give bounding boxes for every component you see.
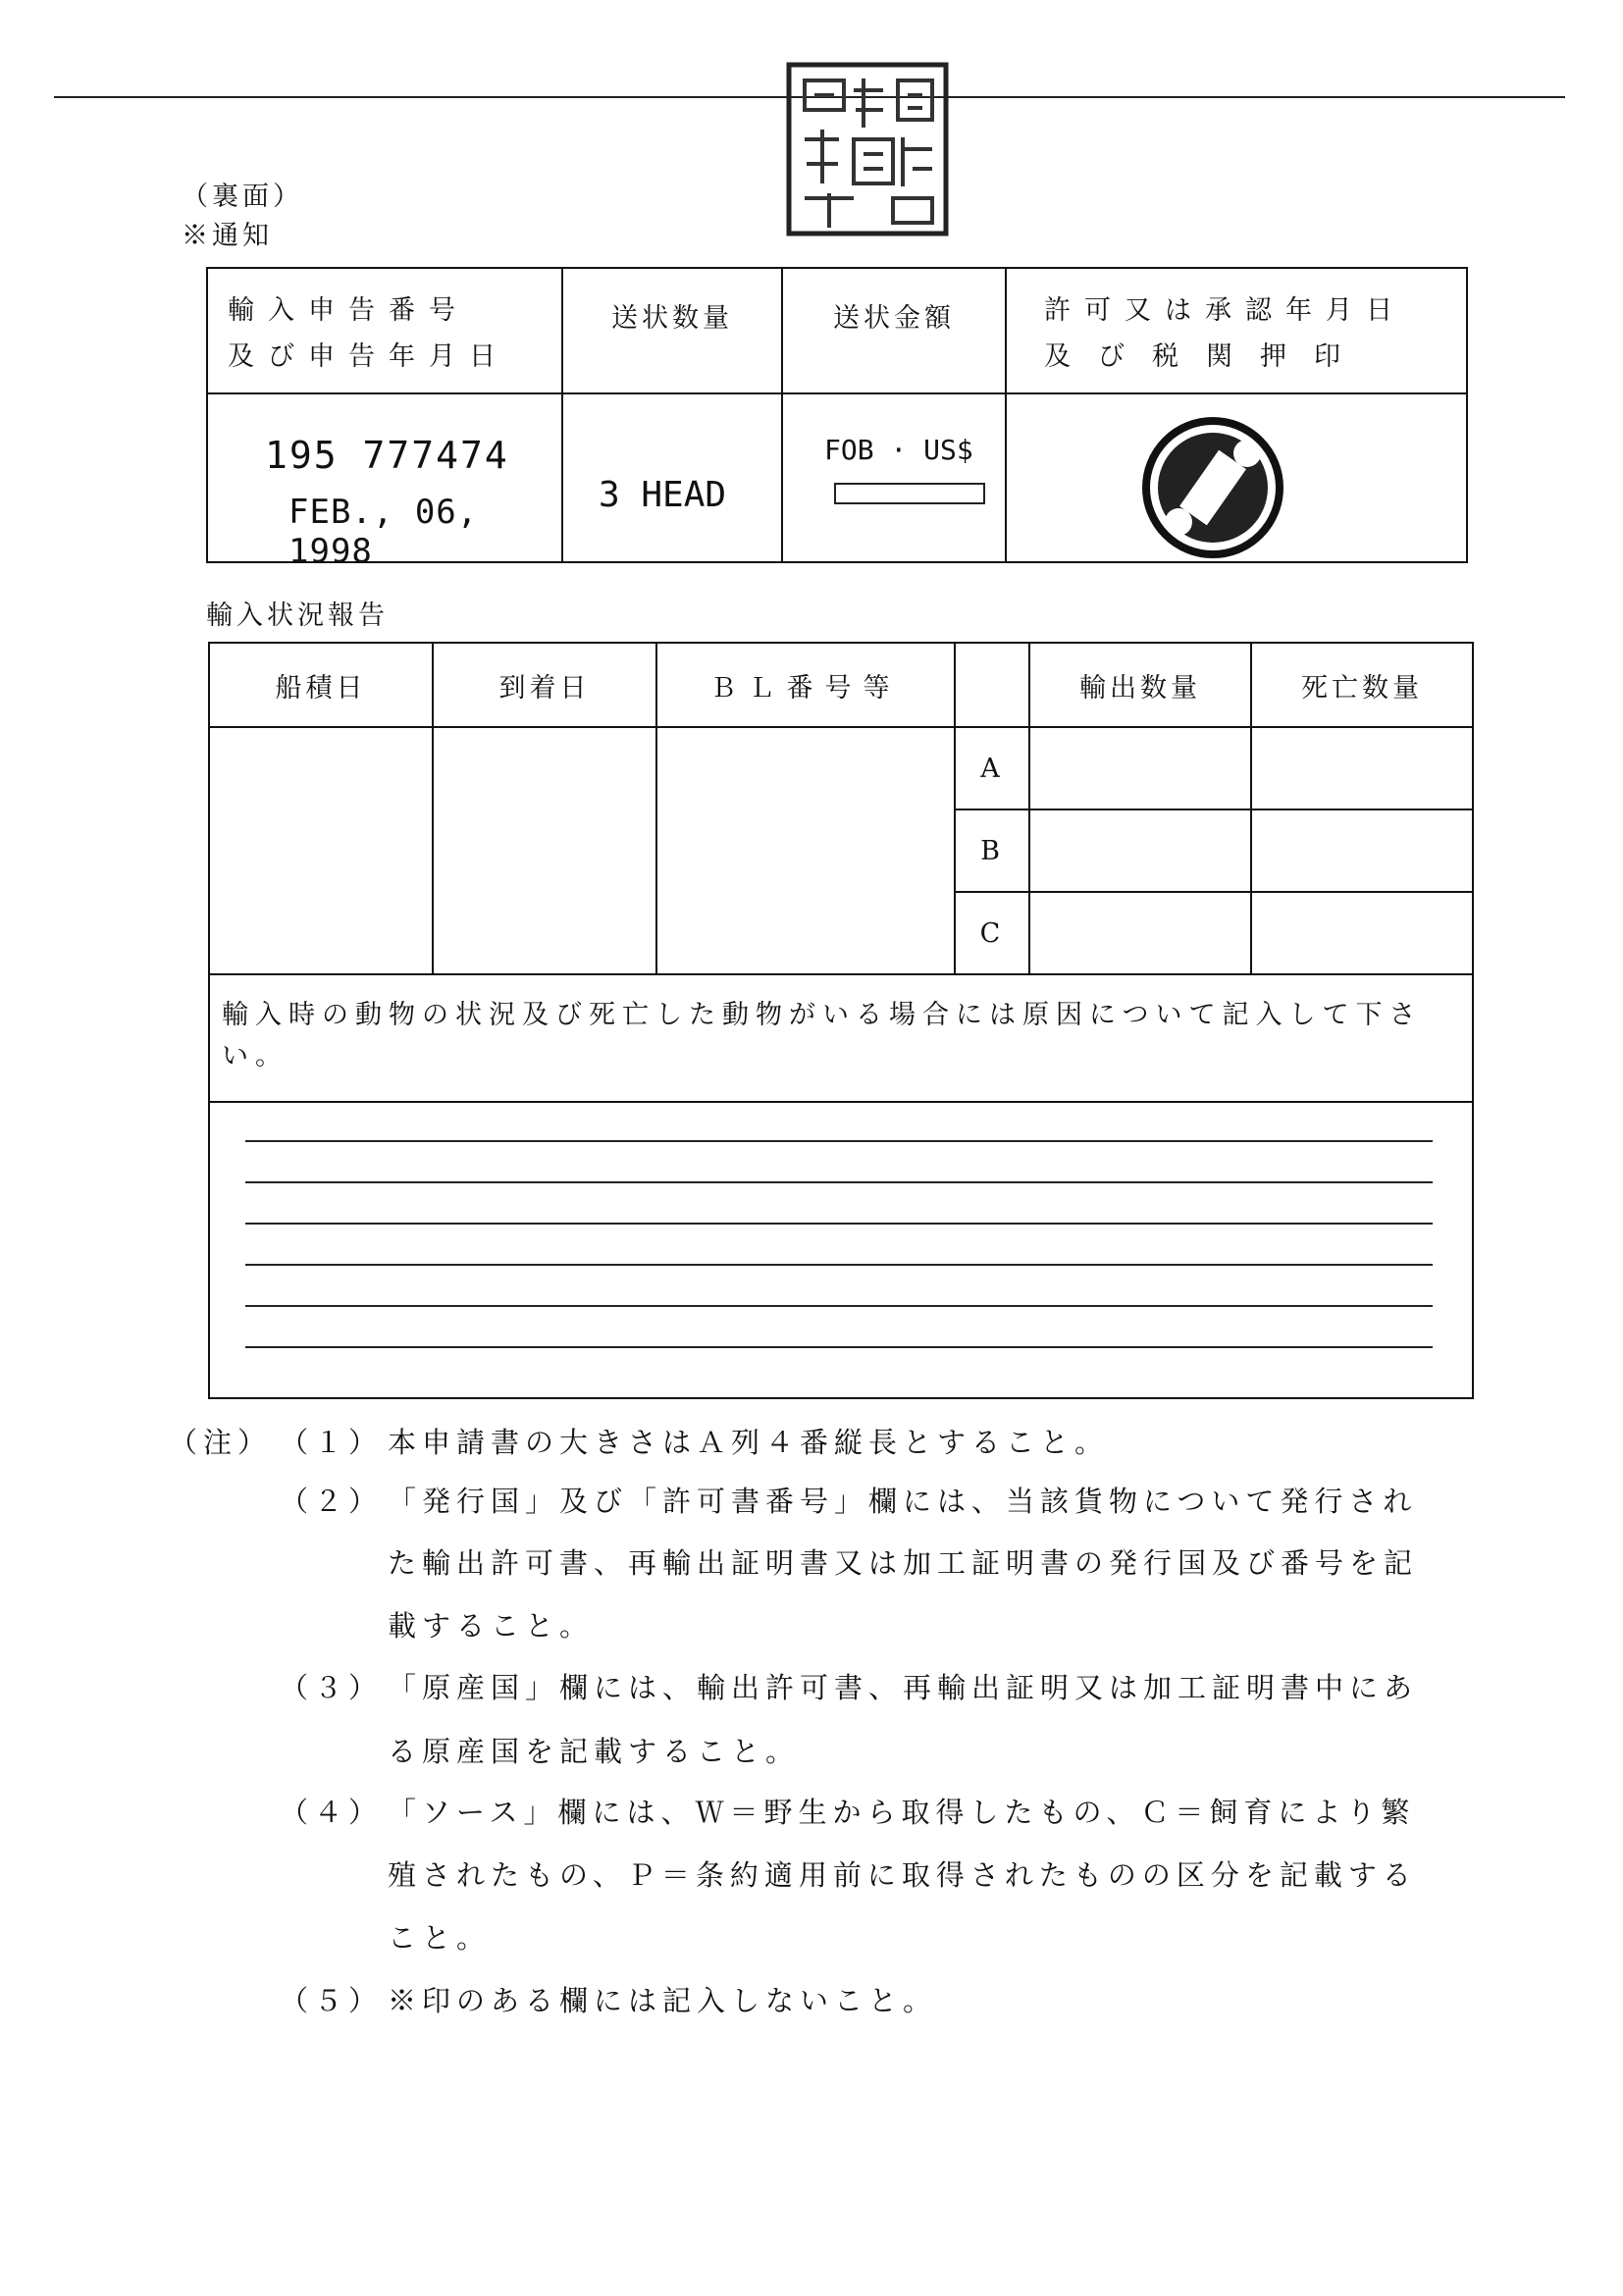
- top-seal-stamp: [785, 61, 952, 239]
- header-export-quantity-text: 輸出数量: [1079, 672, 1201, 704]
- remarks-line: [245, 1264, 1433, 1266]
- note-3-num: （３）: [280, 1671, 384, 1704]
- declaration-date: FEB., 06, 1998: [288, 493, 479, 571]
- note-5-num: （５）: [280, 1984, 384, 2017]
- header-bl-number: [656, 643, 955, 727]
- header-quantity: [562, 268, 782, 393]
- header-approval-line2: 及び税関押印: [1044, 341, 1368, 372]
- import-report-title: 輸入状況報告: [206, 600, 389, 631]
- header-bl-number-text: ＢＬ番号等: [709, 672, 902, 704]
- death-quantity-c[interactable]: [1251, 892, 1473, 974]
- back-side-label: （裏面）: [182, 182, 303, 212]
- notice-label: ※通知: [182, 221, 273, 251]
- import-report-table: [208, 642, 1474, 1399]
- note-5-line-1: ※印のある欄には記入しないこと。: [388, 1984, 938, 2017]
- note-1-line-1: 本申請書の大きさはＡ列４番縦長とすること。: [388, 1426, 1110, 1459]
- notes-label: （注）: [169, 1426, 273, 1459]
- note-4-line-3: こと。: [388, 1921, 492, 1955]
- header-declaration-line1: 輸入申告番号: [228, 295, 469, 326]
- header-arrival-date: [433, 643, 656, 727]
- declaration-value-cell: [207, 393, 562, 571]
- amount-value: FOB · US$: [824, 434, 973, 466]
- note-2-line-1: 「発行国」及び「許可書番号」欄には、当該貨物について発行され: [388, 1485, 1418, 1518]
- arrival-date-cell[interactable]: [433, 727, 656, 974]
- note-3-line-1: 「原産国」欄には、輸出許可書、再輸出証明又は加工証明書中にあ: [388, 1671, 1419, 1704]
- note-1-num: （１）: [280, 1426, 384, 1459]
- header-death-quantity: [1251, 643, 1473, 727]
- row-label-a: [955, 727, 1029, 809]
- export-quantity-a[interactable]: [1029, 727, 1251, 809]
- row-label-b: [955, 809, 1029, 892]
- header-quantity-text: 送状数量: [611, 303, 733, 334]
- amount-redacted-box: [834, 483, 985, 504]
- approval-stamp-cell: [1006, 393, 1467, 562]
- remarks-area[interactable]: [209, 1102, 1473, 1398]
- declaration-number: 195 777474: [265, 434, 509, 477]
- row-label-a-text: A: [980, 753, 1004, 784]
- header-approval-line1: 許可又は承認年月日: [1044, 295, 1406, 326]
- note-2-num: （２）: [280, 1485, 384, 1518]
- customs-seal-stamp: [1139, 414, 1286, 561]
- shipping-date-cell[interactable]: [209, 727, 433, 974]
- remarks-prompt-cell: [209, 974, 1473, 1102]
- header-amount: [782, 268, 1006, 393]
- quantity-value: 3 HEAD: [599, 475, 727, 515]
- amount-value-cell: [782, 393, 1006, 562]
- note-4-num: （４）: [280, 1796, 384, 1829]
- header-export-quantity: [1029, 643, 1251, 727]
- header-shipping-date: [209, 643, 433, 727]
- customs-table: [206, 267, 1468, 571]
- header-death-quantity-text: 死亡数量: [1301, 672, 1423, 704]
- bl-number-cell[interactable]: [656, 727, 955, 974]
- death-quantity-b[interactable]: [1251, 809, 1473, 892]
- row-label-b-text: B: [980, 835, 1004, 866]
- note-2-line-2: た輸出許可書、再輸出証明書又は加工証明書の発行国及び番号を記: [388, 1546, 1419, 1580]
- header-amount-text: 送状金額: [833, 303, 955, 334]
- row-label-c: [955, 892, 1029, 974]
- note-3-line-2: る原産国を記載すること。: [388, 1735, 801, 1768]
- death-quantity-a[interactable]: [1251, 727, 1473, 809]
- remarks-line: [245, 1223, 1433, 1225]
- header-approval: [1006, 268, 1467, 393]
- note-2-line-3: 載すること。: [388, 1609, 595, 1643]
- note-4-line-1: 「ソース」欄には、Ｗ＝野生から取得したもの、Ｃ＝飼育により繁: [388, 1796, 1416, 1829]
- export-quantity-c[interactable]: [1029, 892, 1251, 974]
- remarks-prompt: 輸入時の動物の状況及び死亡した動物がいる場合には原因について記入して下さい。: [222, 1000, 1423, 1071]
- remarks-line: [245, 1140, 1433, 1142]
- header-declaration: [207, 268, 562, 393]
- quantity-value-cell: [562, 393, 782, 562]
- header-row-label: [955, 643, 1029, 727]
- header-declaration-line2: 及び申告年月日: [228, 341, 509, 372]
- row-label-c-text: C: [979, 917, 1005, 949]
- export-quantity-b[interactable]: [1029, 809, 1251, 892]
- header-shipping-date-text: 船積日: [275, 672, 367, 704]
- header-arrival-date-text: 到着日: [498, 672, 591, 704]
- remarks-line: [245, 1305, 1433, 1307]
- remarks-line: [245, 1181, 1433, 1183]
- remarks-line: [245, 1346, 1433, 1348]
- note-4-line-2: 殖されたもの、Ｐ＝条約適用前に取得されたものの区分を記載する: [388, 1858, 1417, 1892]
